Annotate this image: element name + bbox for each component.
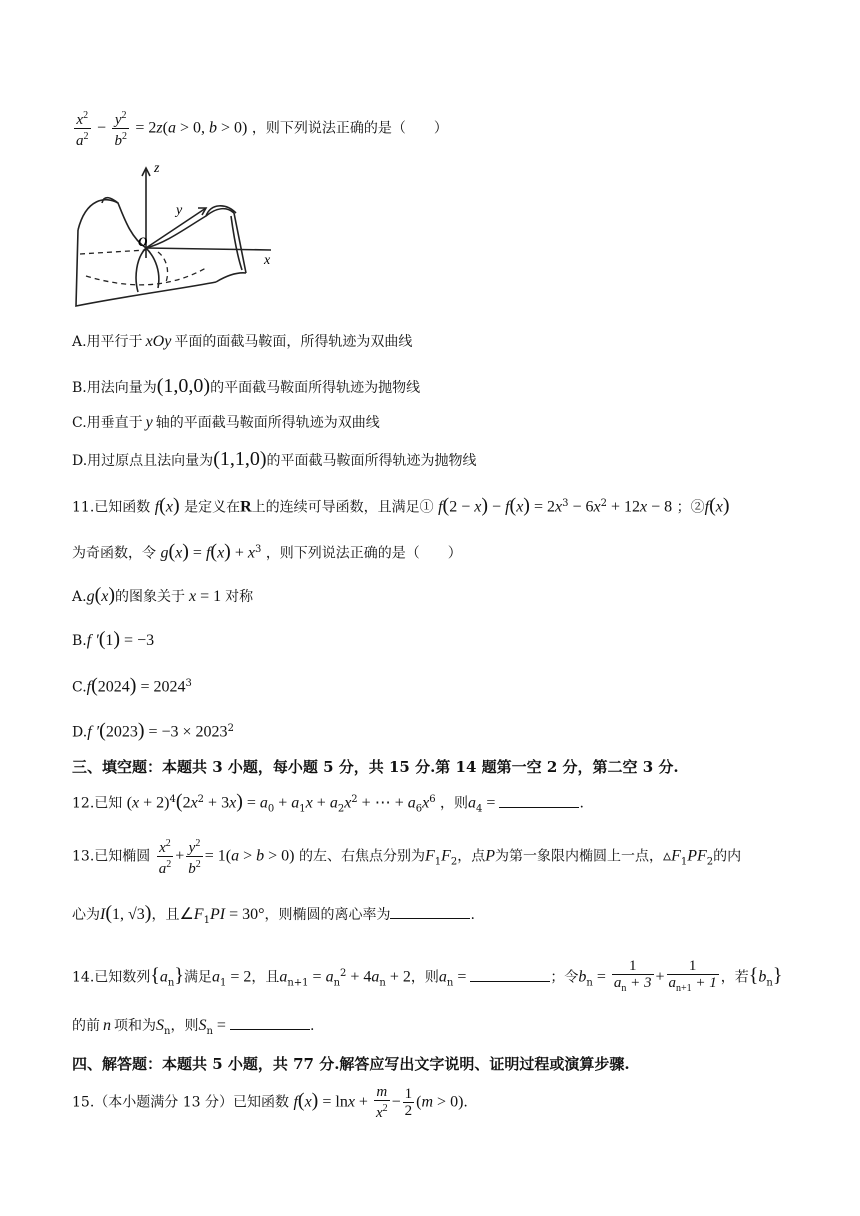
q10-stem: $\frac{x^2}{a^2}$ − $\frac{y^2}{b^2}$ = 2z(a > 0, b > 0) ，则下列说法正确的是（ ） <box>76 110 448 149</box>
q11-option-b: B.f ′(1) = −3 <box>72 628 155 650</box>
q11-option-d: D.f $'(2023) = -3 \times 2023^2$ <box>72 719 234 742</box>
q12-stem: 12.已知 $(x + 2)^4(2x^2 + 3x) = a_0 + a_1x + a_2x^2$ + ⋯ + $a_6x^6$ ，则$a_4$ = . <box>72 790 584 815</box>
q10-option-a: A.用平行于 xOy 平面的面截马鞍面，所得轨迹为双曲线 <box>72 333 413 350</box>
q14-answer-blank-1 <box>470 967 550 982</box>
q11-option-a: A.g(x)的图象关于 x = 1 对称 <box>72 584 254 606</box>
q12-answer-blank <box>499 793 579 808</box>
origin-label: O <box>138 234 148 249</box>
q14-stem-line1: 14.已知数列$\{a_n\}$满足$a_1 = 2$，且$a_{n+1} = a_n^2 + 4a_n + 2$，则$a_n$ = ；令$b_n$ = $\frac{1}{a_n + 3}$ + $\frac{1}{a_{n+1} + 1}$ ，若$\{b_n\}$ <box>72 958 783 994</box>
q13-answer-blank <box>390 904 470 919</box>
q10-stem-tail: ，则下列说法正确的是（ ） <box>251 120 448 137</box>
q11-stem-line2: 为奇函数，令 $g(x) = f(x) + x^3$ ，则下列说法正确的是（ ） <box>72 540 462 563</box>
q10-option-d: D.用过原点且法向量为(1,1,0)的平面截马鞍面所得轨迹为抛物线 <box>72 448 477 470</box>
q10-option-b: B.用法向量为(1,0,0)的平面截马鞍面所得轨迹为抛物线 <box>72 375 421 397</box>
q13-stem-line2: 心为I(1, √3)，且$\angle F_1PI = 30^\circ$，则椭圆的离心率为 . <box>72 902 475 926</box>
q10-option-c: C.用垂直于 y 轴的平面截马鞍面所得轨迹为双曲线 <box>72 414 380 431</box>
z-axis-label: z <box>154 161 160 176</box>
section-3-heading: 三、填空题：本题共 3 小题，每小题 5 分，共 15 分.第 14 题第一空 2 分，第二空 3 分. <box>72 758 679 776</box>
q11-option-c: $C.f(2024) = 2024^3$ <box>72 674 192 697</box>
y-axis-label: y <box>176 203 183 218</box>
saddle-surface-figure <box>66 158 286 318</box>
q14-answer-blank-2 <box>230 1015 310 1030</box>
q14-stem-line2: 的前 n 项和为$S_n$，则$S_n$ = . <box>72 1017 315 1037</box>
section-4-heading: 四、解答题：本题共 5 小题，共 77 分.解答应写出文字说明、证明过程或演算步骤. <box>72 1055 630 1073</box>
x-axis-label: x <box>264 253 271 268</box>
q11-stem-line1: 11.已知函数 f(x) 是定义在R上的连续可导函数，且满足① $f(2 - x) - f(x) = 2x^3 - 6x^2 + 12x - 8$ ；②f(x) <box>72 494 730 517</box>
q15-stem: 15.（本小题满分 13 分）已知函数 f(x) = lnx + $\frac{m}{x^2}$ − $\frac{1}{2}$ (m > 0). <box>72 1084 468 1121</box>
q13-stem-line1: 13.已知椭圆 $\frac{x^2}{a^2}$ + $\frac{y^2}{b^2}$ = 1(a > b > 0) 的左、右焦点分别为$F_1F_2$，点P为第一象限内椭圆上一点，$▵F_1PF_2$的内 <box>72 838 742 877</box>
